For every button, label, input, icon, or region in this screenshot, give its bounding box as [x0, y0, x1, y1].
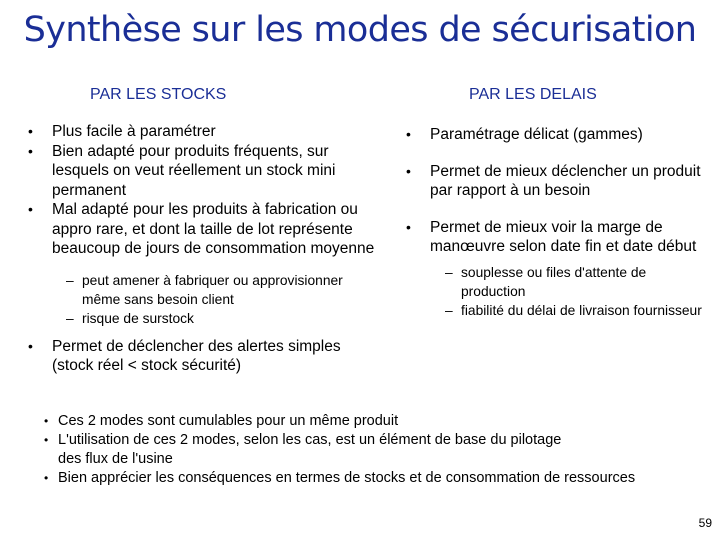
delais-column	[402, 122, 702, 320]
summary-item-continuation: des flux de l'usine	[58, 451, 173, 467]
stocks-subitem	[24, 271, 380, 309]
summary-item	[44, 469, 714, 488]
slide-title: Synthèse sur les modes de sécurisation	[23, 10, 697, 50]
bullet-marker: •	[406, 218, 411, 235]
delais-subitem	[402, 263, 702, 301]
stocks-bullet-list-2	[24, 337, 380, 376]
stocks-subitem-text: risque de surstock	[82, 310, 194, 326]
stocks-item	[24, 122, 380, 142]
bullet-marker: •	[44, 433, 49, 447]
delais-subitem	[402, 301, 702, 320]
stocks-item-text: Permet de déclencher des alertes simples (stock réel < stock sécurité)	[52, 337, 341, 374]
stocks-heading: PAR LES STOCKS	[90, 86, 227, 103]
dash-marker: –	[445, 302, 453, 318]
delais-subitem-text: fiabilité du délai de livraison fournisseur	[461, 302, 702, 318]
stocks-item	[24, 200, 380, 259]
delais-item	[402, 162, 702, 201]
dash-marker: –	[445, 264, 453, 280]
bullet-marker: •	[406, 126, 411, 142]
bullet-marker: •	[44, 471, 49, 485]
delais-sub-list	[402, 263, 702, 320]
delais-heading: PAR LES DELAIS	[469, 86, 597, 103]
bullet-marker: •	[44, 414, 49, 428]
summary-item-text: Ces 2 modes sont cumulables pour un même produit	[58, 413, 399, 429]
delais-item-text: Permet de mieux déclencher un produit par rapport à un besoin	[430, 162, 701, 199]
bullet-marker: •	[28, 337, 33, 354]
stocks-sub-list	[24, 271, 380, 328]
dash-marker: –	[66, 272, 74, 288]
delais-item	[402, 125, 702, 145]
summary-section	[44, 412, 714, 488]
bullet-marker: •	[406, 162, 411, 179]
bullet-marker: •	[28, 123, 33, 139]
summary-list	[44, 412, 714, 488]
summary-item	[44, 412, 714, 431]
delais-item-text: Paramétrage délicat (gammes)	[430, 126, 643, 143]
stocks-subitem-text: peut amener à fabriquer ou approvisionner même sans besoin client	[82, 272, 343, 307]
stocks-item	[24, 142, 380, 201]
page-number: 59	[698, 516, 712, 530]
bullet-marker: •	[28, 142, 33, 159]
summary-item-text: Bien apprécier les conséquences en termes de stocks et de consommation de ressources	[58, 470, 636, 486]
summary-item	[44, 431, 714, 469]
dash-marker: –	[66, 310, 74, 326]
summary-item-text: L'utilisation de ces 2 modes, selon les cas, est un élément de base du pilotage	[58, 432, 562, 448]
stocks-subitem	[24, 309, 380, 328]
delais-bullet-list	[402, 125, 702, 257]
stocks-item-text: Plus facile à paramétrer	[52, 123, 216, 140]
bullet-marker: •	[28, 201, 33, 217]
stocks-item	[24, 337, 380, 376]
stocks-item-text: Mal adapté pour les produits à fabrication ou appro rare, et dont la taille de lot représente beaucoup de jours de consommation moyenne	[52, 201, 375, 257]
delais-item	[402, 218, 702, 257]
stocks-item-text: Bien adapté pour produits fréquents, sur lesquels on veut réellement un stock mini permanent	[52, 142, 336, 199]
delais-subitem-text: souplesse ou files d'attente de production	[461, 264, 647, 299]
delais-item-text: Permet de mieux voir la marge de manœuvre selon date fin et date début	[430, 218, 697, 255]
stocks-column	[24, 122, 380, 376]
stocks-bullet-list	[24, 122, 380, 259]
